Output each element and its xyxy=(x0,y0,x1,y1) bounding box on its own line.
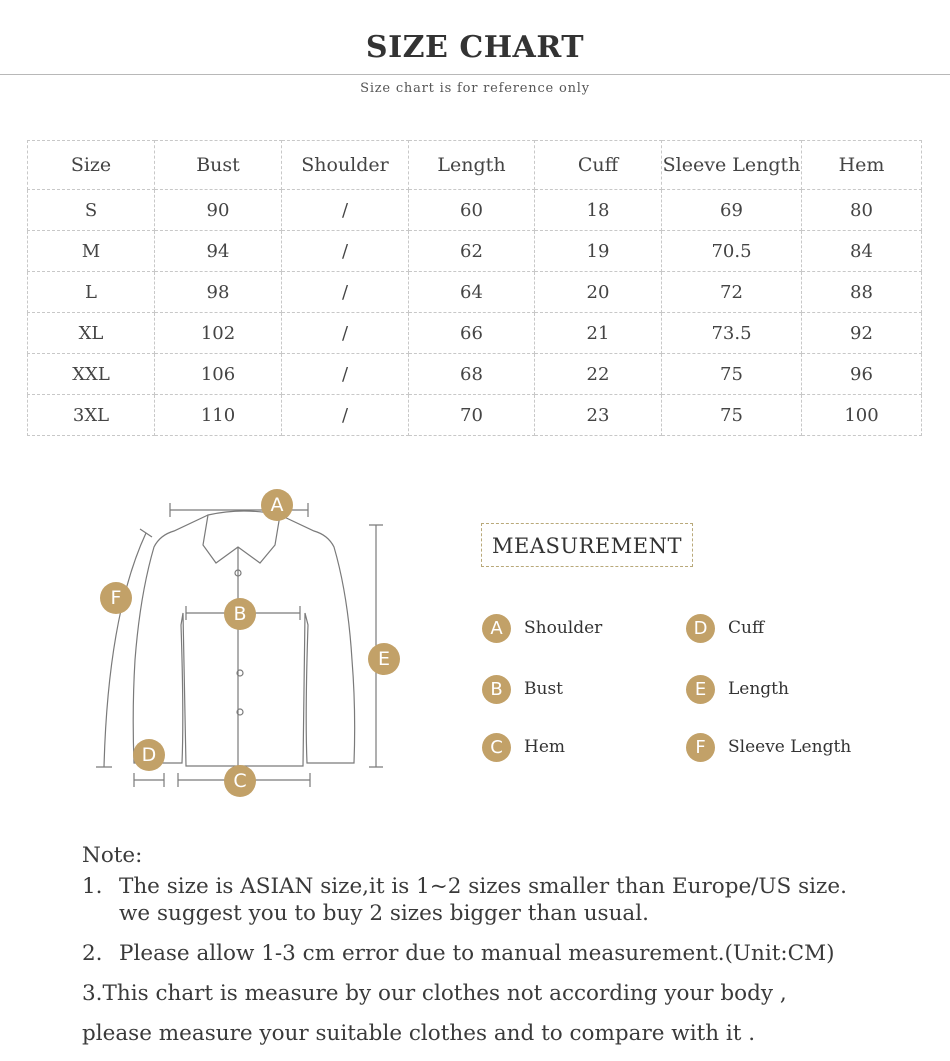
table-cell: 75 xyxy=(662,354,802,395)
table-cell: / xyxy=(282,313,409,354)
table-cell: 21 xyxy=(535,313,662,354)
table-cell: 70.5 xyxy=(662,231,802,272)
note-item-continuation: we suggest you to buy 2 sizes bigger than usual. xyxy=(119,901,649,926)
shirt-diagram xyxy=(90,485,390,795)
table-cell: L xyxy=(28,272,155,313)
table-row xyxy=(28,190,922,231)
legend-label: Bust xyxy=(524,679,563,699)
table-cell: XXL xyxy=(28,354,155,395)
table-cell: 98 xyxy=(155,272,282,313)
table-cell: S xyxy=(28,190,155,231)
table-cell: 100 xyxy=(802,395,922,436)
table-cell: 84 xyxy=(802,231,922,272)
legend-badge: F xyxy=(686,733,715,762)
column-header: Size xyxy=(28,141,155,190)
table-row xyxy=(28,395,922,436)
note-number: 2. xyxy=(82,941,103,966)
table-cell: 110 xyxy=(155,395,282,436)
table-cell: 70 xyxy=(409,395,535,436)
notes-heading: Note: xyxy=(82,843,143,868)
table-cell: / xyxy=(282,354,409,395)
table-row xyxy=(28,313,922,354)
table-cell: 64 xyxy=(409,272,535,313)
legend-label: Sleeve Length xyxy=(728,737,852,757)
table-cell: M xyxy=(28,231,155,272)
table-cell: / xyxy=(282,272,409,313)
legend-label: Hem xyxy=(524,737,566,757)
note-text: Please allow 1-3 cm error due to manual measurement.(Unit:CM) xyxy=(119,941,835,966)
table-cell: 19 xyxy=(535,231,662,272)
marker-b-badge: B xyxy=(224,598,256,630)
table-cell: 106 xyxy=(155,354,282,395)
column-header: Cuff xyxy=(535,141,662,190)
marker-c-badge: C xyxy=(224,765,256,797)
table-row xyxy=(28,272,922,313)
legend-label: Shoulder xyxy=(524,618,603,638)
legend-badge: D xyxy=(686,614,715,643)
legend-label: Length xyxy=(728,679,789,699)
legend-badge: A xyxy=(482,614,511,643)
table-cell: 72 xyxy=(662,272,802,313)
table-cell: 20 xyxy=(535,272,662,313)
table-row xyxy=(28,354,922,395)
table-cell: 92 xyxy=(802,313,922,354)
table-cell: 96 xyxy=(802,354,922,395)
table-cell: 80 xyxy=(802,190,922,231)
table-cell: 18 xyxy=(535,190,662,231)
table-cell: 22 xyxy=(535,354,662,395)
legend-label: Cuff xyxy=(728,618,765,638)
table-cell: / xyxy=(282,231,409,272)
page-subtitle: Size chart is for reference only xyxy=(360,81,590,96)
table-cell: 23 xyxy=(535,395,662,436)
table-cell: 3XL xyxy=(28,395,155,436)
table-cell: 73.5 xyxy=(662,313,802,354)
marker-a-badge: A xyxy=(261,489,293,521)
legend-badge: E xyxy=(686,675,715,704)
note-text: The size is ASIAN size,it is 1~2 sizes smaller than Europe/US size. xyxy=(119,874,847,899)
marker-f-badge: F xyxy=(100,582,132,614)
table-cell: 94 xyxy=(155,231,282,272)
table-row xyxy=(28,231,922,272)
table-cell: / xyxy=(282,395,409,436)
legend-badge: C xyxy=(482,733,511,762)
table-cell: 102 xyxy=(155,313,282,354)
page-title: SIZE CHART xyxy=(365,30,585,65)
table-cell: 88 xyxy=(802,272,922,313)
note-item xyxy=(82,874,847,899)
legend-badge: B xyxy=(482,675,511,704)
measurement-title: MEASUREMENT xyxy=(481,523,693,567)
table-cell: 75 xyxy=(662,395,802,436)
note-number: 1. xyxy=(82,874,103,899)
marker-d-badge: D xyxy=(133,739,165,771)
table-cell: 69 xyxy=(662,190,802,231)
column-header: Length xyxy=(409,141,535,190)
table-header-row xyxy=(28,141,922,190)
table-cell: 68 xyxy=(409,354,535,395)
marker-e-badge: E xyxy=(368,643,400,675)
table-cell: 90 xyxy=(155,190,282,231)
column-header: Sleeve Length xyxy=(662,141,802,190)
note-extra-line: 3.This chart is measure by our clothes not according your body , xyxy=(82,981,787,1006)
title-divider xyxy=(0,74,950,75)
table-cell: / xyxy=(282,190,409,231)
table-cell: 62 xyxy=(409,231,535,272)
table-cell: XL xyxy=(28,313,155,354)
table-cell: 66 xyxy=(409,313,535,354)
column-header: Hem xyxy=(802,141,922,190)
column-header: Shoulder xyxy=(282,141,409,190)
note-item xyxy=(82,941,835,966)
size-table xyxy=(27,140,922,436)
table-cell: 60 xyxy=(409,190,535,231)
column-header: Bust xyxy=(155,141,282,190)
note-extra-line: please measure your suitable clothes and to compare with it . xyxy=(82,1021,756,1046)
